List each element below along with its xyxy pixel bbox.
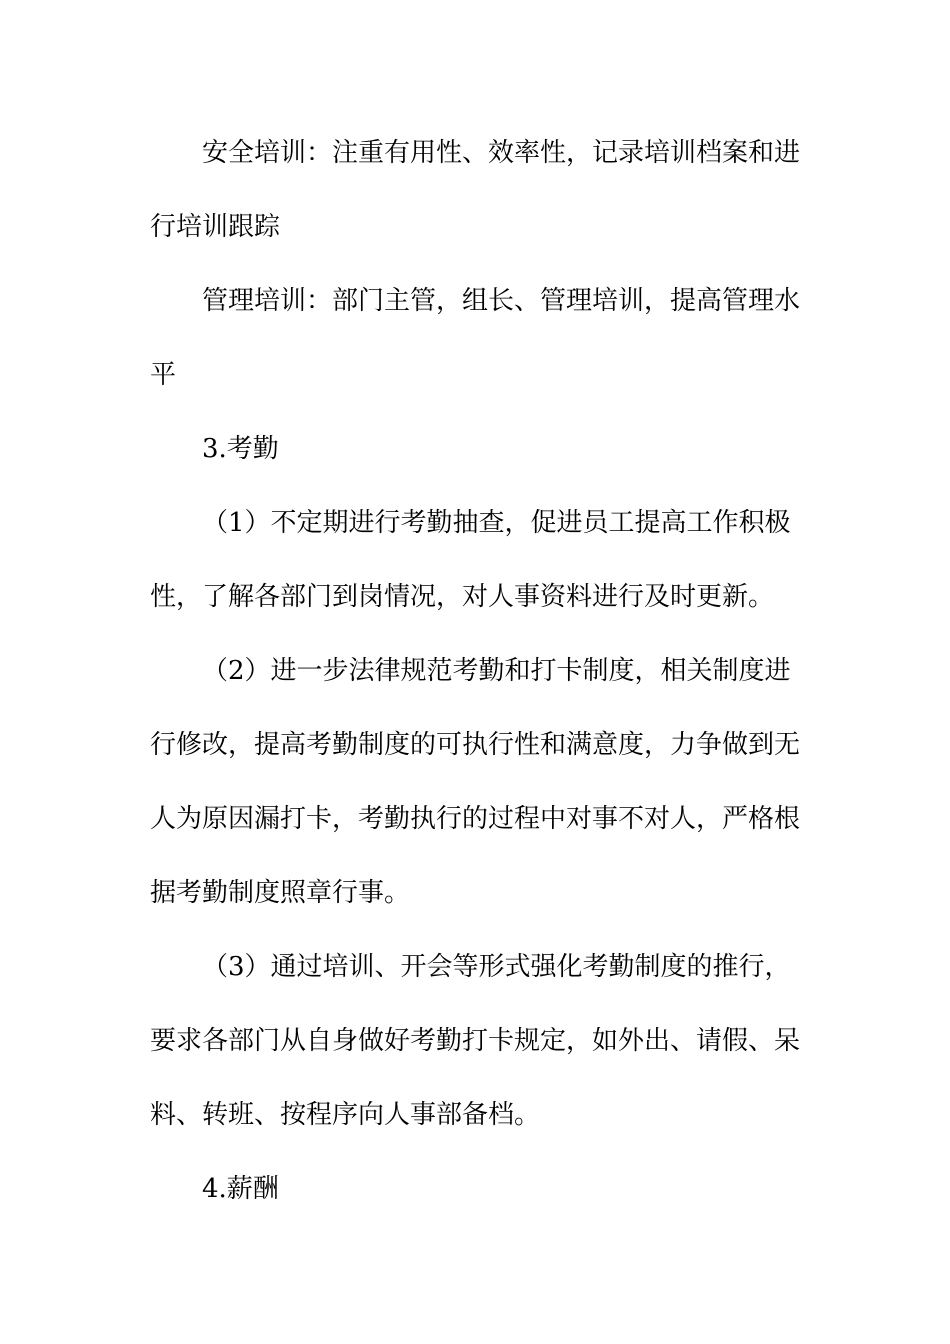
section-heading-attendance: 3.考勤 (202, 434, 279, 464)
paragraph-attendance-2: （2）进一步法律规范考勤和打卡制度，相关制度进行修改，提高考勤制度的可执行性和满意度，力争做到无人为原因漏打卡，考勤执行的过程中对事不对人，严格根据考勤制度照章行事。 (150, 656, 801, 908)
section-heading-salary: 4.薪酬 (202, 1174, 279, 1204)
paragraph-attendance-3: （3）通过培训、开会等形式强化考勤制度的推行，要求各部门从自身做好考勤打卡规定，如外出、请假、呆料、转班、按程序向人事部备档。 (150, 952, 801, 1130)
paragraph-attendance-1: （1）不定期进行考勤抽查，促进员工提高工作积极性，了解各部门到岗情况，对人事资料进行及时更新。 (150, 508, 791, 612)
paragraph-management-training: 管理培训：部门主管，组长、管理培训，提高管理水平 (150, 286, 801, 390)
paragraph-safety-training: 安全培训：注重有用性、效率性，记录培训档案和进行培训跟踪 (150, 138, 801, 242)
